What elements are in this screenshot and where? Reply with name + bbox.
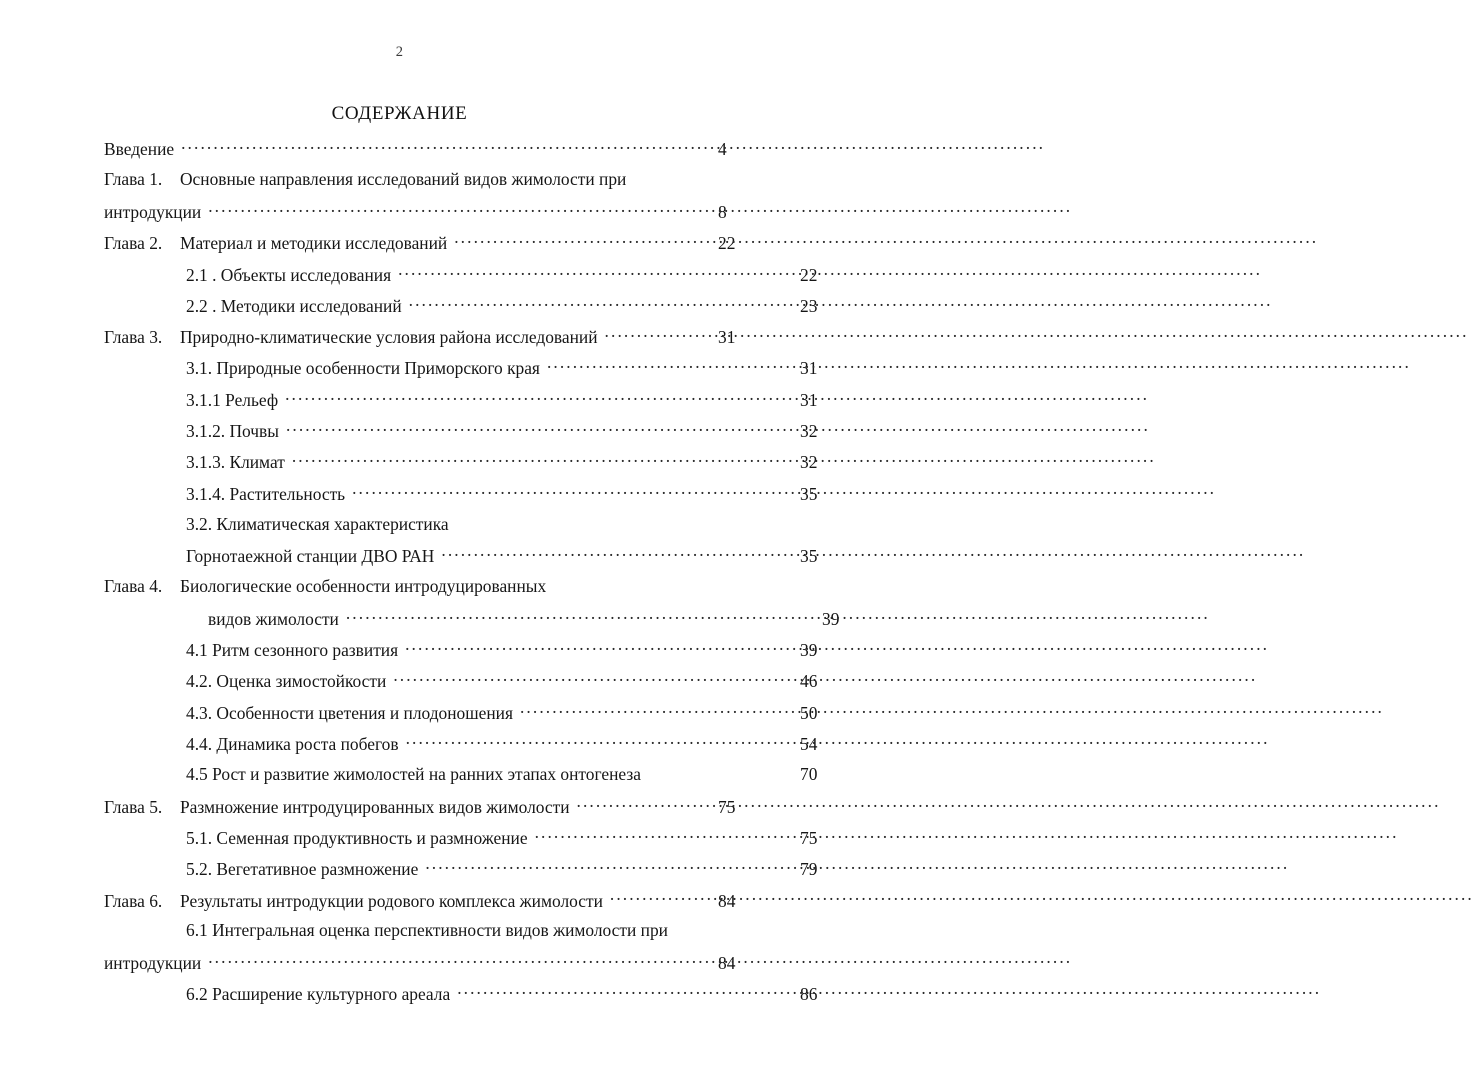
dot-leader <box>292 451 779 468</box>
toc-entry-label: Размножение интродуцированных видов жимолости <box>180 796 570 817</box>
toc-entry-label: 3.1. Природные особенности Приморского края <box>186 358 540 379</box>
dot-leader <box>286 420 779 437</box>
toc-entry-page-number: 31 <box>800 358 818 379</box>
dot-leader <box>406 733 779 750</box>
dot-leader <box>405 639 779 656</box>
toc-entry[interactable] <box>104 482 846 513</box>
toc-entry-page-number: 84 <box>718 953 736 974</box>
toc-entry-page-number: 75 <box>800 827 818 848</box>
page-number-folio: 2 <box>395 44 404 60</box>
dot-leader <box>352 482 779 499</box>
toc-entry-page-number: 54 <box>800 734 818 755</box>
toc-entry-page-number: 86 <box>800 984 818 1005</box>
toc-entry[interactable] <box>104 545 846 576</box>
toc-entry-label: Введение <box>104 139 175 160</box>
dot-leader <box>454 232 697 249</box>
dot-leader <box>547 357 779 374</box>
toc-entry-label: 4.1 Ритм сезонного развития <box>186 640 399 661</box>
toc-entry-label: видов жимолости <box>208 608 339 629</box>
dot-leader <box>535 827 779 844</box>
toc-entry-page-number: 32 <box>800 452 818 473</box>
toc-entry-page-number: 35 <box>800 483 818 504</box>
toc-entry-marker: Глава 5. <box>104 796 163 817</box>
toc-entry-page-number: 70 <box>800 763 818 784</box>
toc-entry-label: 3.1.2. Почвы <box>186 421 279 442</box>
toc-entry-page-number: 84 <box>718 890 736 911</box>
dot-leader <box>409 294 779 311</box>
toc-entry[interactable] <box>104 889 764 920</box>
toc-entry-label: 6.1 Интегральная оценка перспективности видов жимолости при <box>186 920 668 941</box>
toc-entry-label: 4.3. Особенности цветения и плодоношения <box>186 702 513 723</box>
toc-entry-label: интродукции <box>104 953 202 974</box>
toc-entry-page-number: 31 <box>718 327 736 348</box>
toc-entry-label: Материал и методики исследований <box>180 233 448 254</box>
dot-leader <box>208 952 697 969</box>
toc-entry-label: 2.2 . Методики исследований <box>186 295 402 316</box>
toc-entry-marker: Глава 1. <box>104 169 163 190</box>
dot-leader <box>520 701 779 718</box>
dot-leader <box>457 983 779 1000</box>
toc-entry-marker: Глава 2. <box>104 233 163 254</box>
toc-entry-page-number: 79 <box>800 859 818 880</box>
table-of-contents <box>104 138 840 1014</box>
toc-entry-page-number: 4 <box>718 139 727 160</box>
toc-entry-label: 3.1.4. Растительность <box>186 483 346 504</box>
toc-entry-label: Биологические особенности интродуцированных <box>180 576 547 597</box>
dot-leader <box>181 138 697 155</box>
toc-entry-page-number: 75 <box>718 796 736 817</box>
dot-leader <box>208 201 697 218</box>
toc-entry[interactable] <box>104 733 846 764</box>
toc-entry-label: 3.1.3. Климат <box>186 452 285 473</box>
toc-entry-label: интродукции <box>104 201 202 222</box>
dot-leader <box>610 889 697 906</box>
dot-leader <box>346 607 801 624</box>
toc-entry-label: 3.2. Климатическая характеристика <box>186 513 449 534</box>
toc-entry-label: 6.2 Расширение культурного ареала <box>186 984 451 1005</box>
toc-entry-page-number: 23 <box>800 295 818 316</box>
toc-entry-label: Основные направления исследований видов жимолости при <box>180 169 627 190</box>
toc-entry-page-number: 32 <box>800 421 818 442</box>
toc-entry-label: 4.4. Динамика роста побегов <box>186 734 399 755</box>
dot-leader <box>441 545 779 562</box>
toc-entry-marker: Глава 4. <box>104 576 163 597</box>
toc-entry-page-number: 50 <box>800 702 818 723</box>
toc-entry-label: Результаты интродукции родового комплекса жимолости <box>180 890 603 911</box>
toc-entry-page-number: 22 <box>718 233 736 254</box>
page-title: СОДЕРЖАНИЕ <box>331 103 468 124</box>
toc-entry-page-number: 39 <box>800 640 818 661</box>
toc-entry-label: Горнотаежной станции ДВО РАН <box>186 546 435 567</box>
toc-entry-label: 5.2. Вегетативное размножение <box>186 859 419 880</box>
toc-entry-label: Природно-климатические условия района исследований <box>180 327 598 348</box>
toc-entry-page-number: 46 <box>800 671 818 692</box>
dot-leader <box>605 326 697 343</box>
dot-leader <box>393 670 779 687</box>
toc-entry-label: 4.2. Оценка зимостойкости <box>186 671 387 692</box>
dot-leader <box>285 388 779 405</box>
dot-leader <box>425 858 779 875</box>
toc-entry-page-number: 8 <box>718 201 727 222</box>
toc-entry-page-number: 35 <box>800 546 818 567</box>
dot-leader <box>398 263 779 280</box>
toc-entry-label: 4.5 Рост и развитие жимолостей на ранних этапах онтогенеза <box>186 763 641 784</box>
toc-entry-page-number: 22 <box>800 264 818 285</box>
toc-entry[interactable] <box>104 138 764 169</box>
toc-entry[interactable] <box>104 983 846 1014</box>
toc-entry-label: 5.1. Семенная продуктивность и размножение <box>186 827 528 848</box>
toc-entry-page-number: 39 <box>822 608 840 629</box>
toc-entry-label: 2.1 . Объекты исследования <box>186 264 392 285</box>
toc-entry-label: 3.1.1 Рельеф <box>186 389 279 410</box>
dot-leader <box>577 795 697 812</box>
toc-entry-page-number: 31 <box>800 389 818 410</box>
toc-entry-marker: Глава 3. <box>104 327 163 348</box>
toc-entry-marker: Глава 6. <box>104 890 163 911</box>
